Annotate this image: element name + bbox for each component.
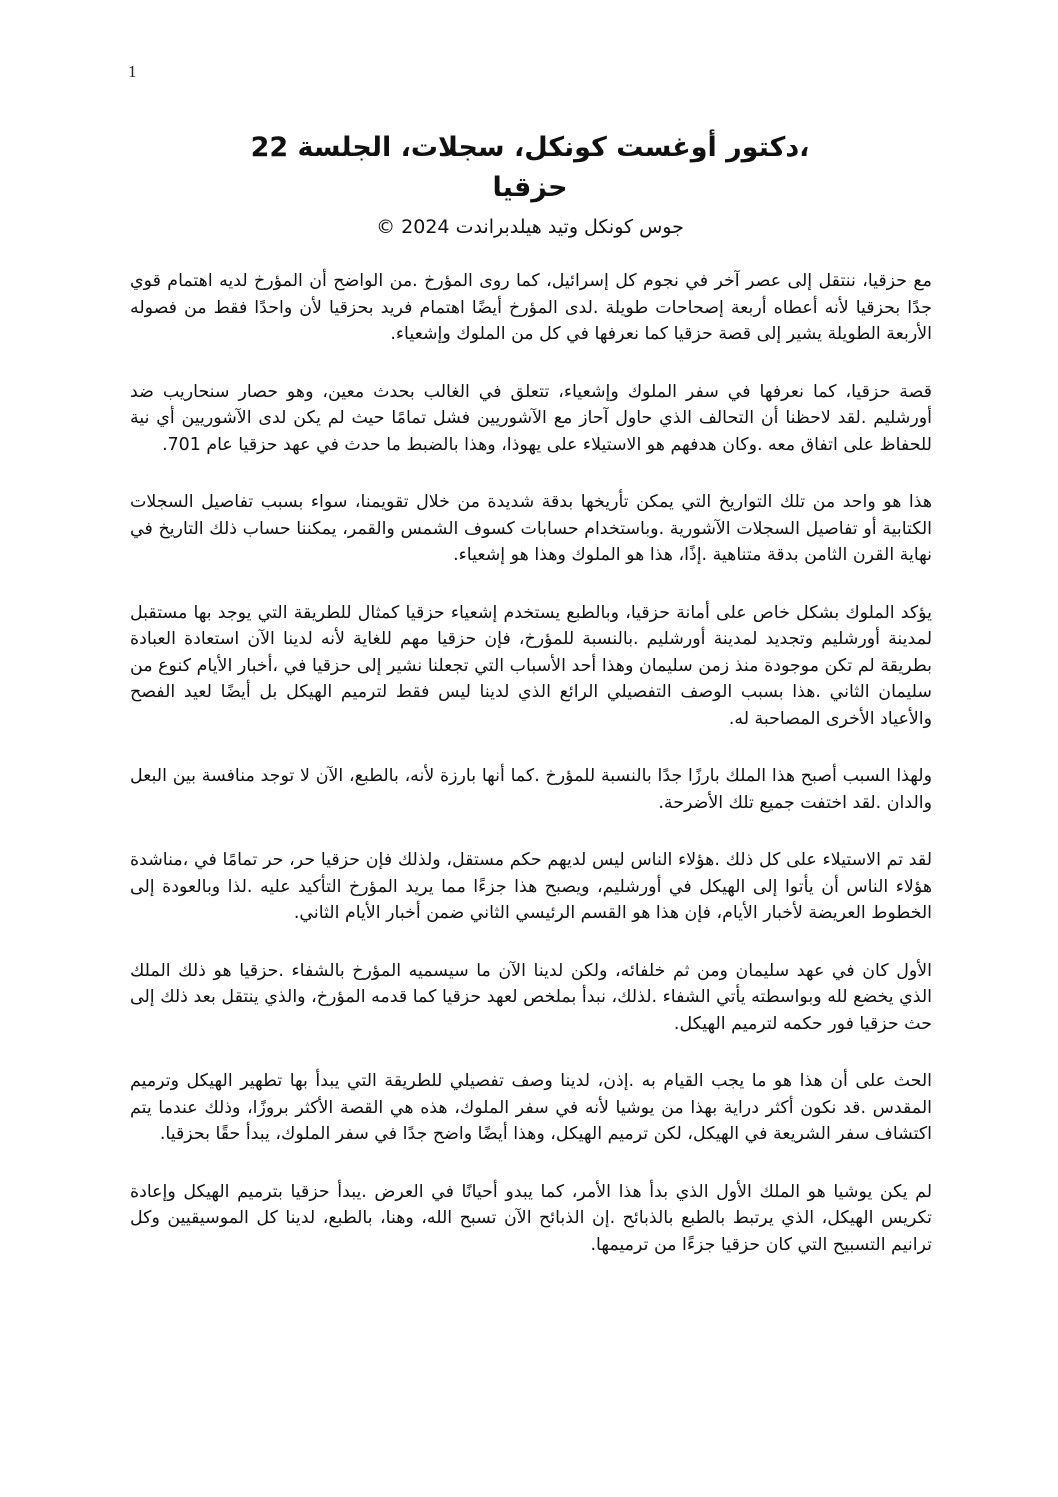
- paragraph-7: الأول كان في عهد سليمان ومن ثم خلفائه، ولكن لدينا الآن ما سيسميه المؤرخ بالشفاء .حزقيا هو ذلك الملك الذي يخضع لله وبواسطته يأتي الشفاء .لذلك، نبدأ بملخص لعهد حزقيا كما قدمه المؤرخ، والذي ينتقل بعد ذلك إلى حث حزقيا فور حكمه لترميم الهيكل.: [130, 960, 932, 1034]
- paragraph-1: مع حزقيا، ننتقل إلى عصر آخر في نجوم كل إسرائيل، كما روى المؤرخ .من الواضح أن المؤرخ لديه اهتمام قوي جدًا بحزقيا لأنه أعطاه أربعة إصحاحات طويلة .لدى المؤرخ أيضًا اهتمام فريد بحزقيا لأن واحدًا فقط من فصوله الأربعة الطويلة يشير إلى قصة حزقيا كما نعرفها في كل من الملوك وإشعياء.: [130, 271, 932, 344]
- paragraph-9: لم يكن يوشيا هو الملك الأول الذي بدأ هذا الأمر، كما يبدو أحيانًا في العرض .يبدأ حزقيا بترميم الهيكل وإعادة تكريس الهيكل، الذي يرتبط بالطبع بالذبائح .إن الذبائح الآن تسبح الله، وهنا، بالطبع، لدينا كل الموسيقيين وكل ترانيم التسبيح التي كان حزقيا جزءًا من ترميمها.: [130, 1181, 932, 1255]
- title-line-1: ،دكتور أوغست كونكل، سجلات، الجلسة 22: [250, 132, 810, 163]
- paragraph-4: يؤكد الملوك بشكل خاص على أمانة حزقيا، وبالطبع يستخدم إشعياء حزقيا كمثال للطريقة التي يوجد بها مستقبل لمدينة أورشليم وتجديد لمدينة أورشليم .بالنسبة للمؤرخ، فإن حزقيا مهم للغاية لأنه لدينا الآن استعادة العبادة بطريقة لم تكن موجودة منذ زمن سليمان وهذا أحد الأسباب التي تجعلنا نشير إلى حزقيا في ،أخبار الأيام كنوع من سليمان الثاني .هذا بسبب الوصف التفصيلي الرائع الذي لدينا ليس فقط لترميم الهيكل بل أيضًا لعيد الفصح والأعياد الأخرى المصاحبة له.: [130, 602, 932, 729]
- document-header: [130, 128, 930, 240]
- document-title: [130, 128, 930, 208]
- paragraph-3: هذا هو واحد من تلك التواريخ التي يمكن تأريخها بدقة شديدة من خلال تقويمنا، سواء بسبب تفاصيل السجلات الكتابية أو تفاصيل السجلات الآشورية .وباستخدام حسابات كسوف الشمس والقمر، يمكننا حساب ذلك التاريخ في نهاية القرن الثامن بدقة متناهية .إذًا، هذا هو الملوك وهذا هو إشعياء.: [130, 492, 932, 565]
- document-body: [130, 268, 932, 1289]
- paragraph-2: قصة حزقيا، كما نعرفها في سفر الملوك وإشعياء، تتعلق في الغالب بحدث معين، وهو حصار سنحاريب ضد أورشليم .لقد لاحظنا أن التحالف الذي حاول آحاز مع الآشوريين فشل تمامًا حيث لم يكن لدى الآشوريين أي نية للحفاظ على اتفاق معه .وكان هدفهم هو الاستيلاء على يهوذا، وهذا بالضبط ما حدث في عهد حزقيا عام 701.: [130, 381, 932, 455]
- paragraph-8: الحث على أن هذا هو ما يجب القيام به .إذن، لدينا وصف تفصيلي للطريقة التي يبدأ بها تطهير الهيكل وترميم المقدس .قد نكون أكثر دراية بهذا من يوشيا لأنه في سفر الملوك، هذه هي القصة الأكثر بروزًا، وذلك عندما يتم اكتشاف سفر الشريعة في الهيكل، لكن ترميم الهيكل، وهذا أيضًا واضح جدًا في سفر الملوك، يبدأ حقًا بحزقيا.: [130, 1071, 932, 1144]
- paragraph-5: ولهذا السبب أصبح هذا الملك بارزًا جدًا بالنسبة للمؤرخ .كما أنها بارزة لأنه، بالطبع، الآن لا توجد منافسة بين البعل والدان .لقد اختفت جميع تلك الأضرحة.: [130, 766, 932, 813]
- paragraph-6: لقد تم الاستيلاء على كل ذلك .هؤلاء الناس ليس لديهم حكم مستقل، ولذلك فإن حزقيا حر، حر تمامًا في ،مناشدة هؤلاء الناس أن يأتوا إلى الهيكل في أورشليم، ويصبح هذا جزءًا مما يريد المؤرخ التأكيد عليه .لذا وبالعودة إلى الخطوط العريضة لأخبار الأيام، فإن هذا هو القسم الرئيسي الثاني ضمن أخبار الأيام الثاني.: [130, 850, 932, 923]
- title-line-2: حزقيا: [492, 172, 568, 203]
- page-number: 1: [128, 62, 137, 81]
- copyright-notice: جوس كونكل وتيد هيلدبراندت 2024 ©: [376, 216, 684, 238]
